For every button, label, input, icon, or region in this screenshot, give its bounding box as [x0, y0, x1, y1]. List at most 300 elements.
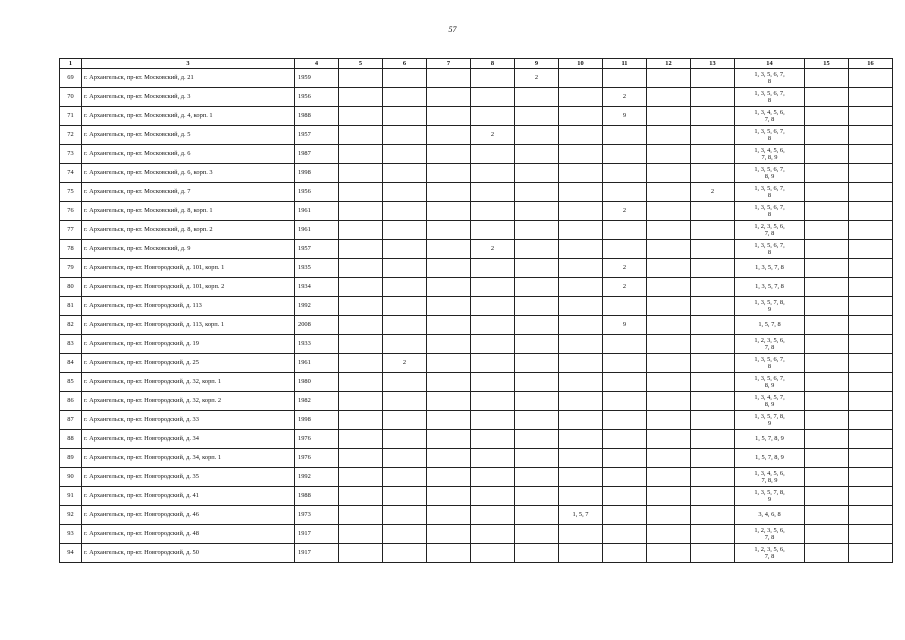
cell-c16	[849, 487, 893, 506]
cell-addr: г. Архангельск, пр-кт. Новгородский, д. 34, корп. 1	[82, 449, 295, 468]
table-row	[60, 126, 893, 145]
cell-c15	[805, 525, 849, 544]
cell-c14: 1, 2, 3, 5, 6, 7, 8	[735, 221, 805, 240]
cell-c14: 1, 3, 5, 7, 8, 9	[735, 487, 805, 506]
table-row	[60, 506, 893, 525]
cell-c5	[339, 449, 383, 468]
table-row	[60, 373, 893, 392]
cell-c6	[383, 297, 427, 316]
cell-c11	[603, 411, 647, 430]
cell-c11	[603, 126, 647, 145]
cell-c5	[339, 316, 383, 335]
cell-c13	[691, 107, 735, 126]
cell-c8	[471, 183, 515, 202]
cell-c8	[471, 506, 515, 525]
cell-c8	[471, 221, 515, 240]
table-header	[60, 59, 893, 69]
cell-year: 1956	[295, 183, 339, 202]
cell-year: 1917	[295, 544, 339, 563]
cell-addr: г. Архангельск, пр-кт. Московский, д. 4, корп. 1	[82, 107, 295, 126]
cell-c10	[559, 221, 603, 240]
cell-addr: г. Архангельск, пр-кт. Новгородский, д. 113, корп. 1	[82, 316, 295, 335]
cell-num: 90	[60, 468, 82, 487]
cell-c15	[805, 164, 849, 183]
cell-c9: 2	[515, 69, 559, 88]
cell-addr: г. Архангельск, пр-кт. Новгородский, д. 113	[82, 297, 295, 316]
cell-c7	[427, 544, 471, 563]
cell-c5	[339, 69, 383, 88]
cell-c16	[849, 126, 893, 145]
cell-c10	[559, 88, 603, 107]
cell-c7	[427, 316, 471, 335]
cell-c6	[383, 259, 427, 278]
cell-year: 1956	[295, 88, 339, 107]
cell-c11	[603, 525, 647, 544]
cell-c13	[691, 69, 735, 88]
cell-year: 2008	[295, 316, 339, 335]
cell-c6	[383, 335, 427, 354]
column-header-3: 3	[82, 59, 295, 69]
cell-c16	[849, 525, 893, 544]
cell-c12	[647, 297, 691, 316]
cell-c14: 1, 3, 5, 6, 7, 8	[735, 88, 805, 107]
cell-c10	[559, 411, 603, 430]
cell-c15	[805, 487, 849, 506]
cell-c16	[849, 202, 893, 221]
cell-addr: г. Архангельск, пр-кт. Московский, д. 9	[82, 240, 295, 259]
cell-c12	[647, 145, 691, 164]
cell-c5	[339, 525, 383, 544]
cell-c7	[427, 164, 471, 183]
cell-c15	[805, 411, 849, 430]
cell-c11	[603, 392, 647, 411]
cell-year: 1976	[295, 449, 339, 468]
cell-c11	[603, 221, 647, 240]
cell-addr: г. Архангельск, пр-кт. Московский, д. 8, корп. 2	[82, 221, 295, 240]
cell-c9	[515, 88, 559, 107]
cell-c9	[515, 354, 559, 373]
cell-c12	[647, 373, 691, 392]
table-row	[60, 107, 893, 126]
cell-c13	[691, 240, 735, 259]
cell-c14: 1, 3, 5, 7, 8, 9	[735, 297, 805, 316]
cell-c14: 1, 3, 5, 7, 8	[735, 259, 805, 278]
cell-addr: г. Архангельск, пр-кт. Московский, д. 7	[82, 183, 295, 202]
cell-c5	[339, 145, 383, 164]
cell-c16	[849, 88, 893, 107]
cell-c12	[647, 240, 691, 259]
cell-c9	[515, 240, 559, 259]
cell-year: 1988	[295, 487, 339, 506]
cell-c7	[427, 525, 471, 544]
cell-c6	[383, 487, 427, 506]
cell-c15	[805, 316, 849, 335]
cell-c14: 1, 3, 5, 6, 7, 8	[735, 202, 805, 221]
cell-c13	[691, 297, 735, 316]
cell-c11: 2	[603, 88, 647, 107]
cell-c6	[383, 430, 427, 449]
cell-year: 1976	[295, 430, 339, 449]
cell-c9	[515, 525, 559, 544]
cell-c10	[559, 373, 603, 392]
cell-c10	[559, 430, 603, 449]
cell-c5	[339, 506, 383, 525]
cell-c11	[603, 354, 647, 373]
cell-c9	[515, 392, 559, 411]
cell-c16	[849, 354, 893, 373]
cell-c9	[515, 316, 559, 335]
cell-c13	[691, 487, 735, 506]
cell-c16	[849, 164, 893, 183]
cell-c5	[339, 373, 383, 392]
cell-num: 85	[60, 373, 82, 392]
table-row	[60, 278, 893, 297]
cell-c12	[647, 316, 691, 335]
cell-c15	[805, 506, 849, 525]
cell-c12	[647, 430, 691, 449]
cell-c5	[339, 221, 383, 240]
cell-c13	[691, 430, 735, 449]
cell-c10	[559, 297, 603, 316]
cell-c6	[383, 278, 427, 297]
column-header-1: 1	[60, 59, 82, 69]
cell-c5	[339, 278, 383, 297]
table-row	[60, 221, 893, 240]
cell-c13	[691, 126, 735, 145]
cell-c8	[471, 107, 515, 126]
table-row	[60, 335, 893, 354]
cell-addr: г. Архангельск, пр-кт. Новгородский, д. 101, корп. 2	[82, 278, 295, 297]
cell-c16	[849, 544, 893, 563]
cell-addr: г. Архангельск, пр-кт. Московский, д. 8, корп. 1	[82, 202, 295, 221]
data-table	[59, 58, 893, 563]
cell-c12	[647, 449, 691, 468]
cell-c11	[603, 69, 647, 88]
cell-addr: г. Архангельск, пр-кт. Новгородский, д. 46	[82, 506, 295, 525]
column-header-4: 4	[295, 59, 339, 69]
cell-c12	[647, 164, 691, 183]
cell-c6	[383, 449, 427, 468]
cell-c13	[691, 278, 735, 297]
cell-c13	[691, 449, 735, 468]
column-header-12: 12	[647, 59, 691, 69]
cell-c6	[383, 240, 427, 259]
cell-c12	[647, 126, 691, 145]
cell-c15	[805, 449, 849, 468]
cell-year: 1933	[295, 335, 339, 354]
table-row	[60, 202, 893, 221]
cell-c10	[559, 449, 603, 468]
cell-c7	[427, 335, 471, 354]
cell-c15	[805, 373, 849, 392]
cell-c15	[805, 240, 849, 259]
cell-c7	[427, 411, 471, 430]
cell-year: 1982	[295, 392, 339, 411]
table-row	[60, 145, 893, 164]
cell-c15	[805, 107, 849, 126]
cell-num: 87	[60, 411, 82, 430]
cell-c8	[471, 373, 515, 392]
cell-c5	[339, 297, 383, 316]
cell-c12	[647, 107, 691, 126]
table-row	[60, 259, 893, 278]
cell-num: 79	[60, 259, 82, 278]
cell-addr: г. Архангельск, пр-кт. Московский, д. 21	[82, 69, 295, 88]
cell-c10	[559, 316, 603, 335]
cell-c7	[427, 107, 471, 126]
cell-c7	[427, 202, 471, 221]
cell-c14: 1, 5, 7, 8, 9	[735, 449, 805, 468]
cell-addr: г. Архангельск, пр-кт. Московский, д. 6, корп. 3	[82, 164, 295, 183]
cell-c9	[515, 297, 559, 316]
cell-year: 1961	[295, 354, 339, 373]
cell-c10	[559, 278, 603, 297]
cell-c14: 1, 3, 5, 6, 7, 8	[735, 354, 805, 373]
cell-c11	[603, 297, 647, 316]
cell-c8	[471, 88, 515, 107]
cell-c5	[339, 430, 383, 449]
cell-c16	[849, 335, 893, 354]
cell-c13	[691, 373, 735, 392]
cell-c15	[805, 126, 849, 145]
cell-addr: г. Архангельск, пр-кт. Новгородский, д. 32, корп. 2	[82, 392, 295, 411]
cell-c14: 1, 3, 5, 6, 7, 8	[735, 126, 805, 145]
cell-c11: 2	[603, 202, 647, 221]
cell-num: 92	[60, 506, 82, 525]
cell-c11: 9	[603, 316, 647, 335]
cell-c9	[515, 430, 559, 449]
cell-addr: г. Архангельск, пр-кт. Новгородский, д. 50	[82, 544, 295, 563]
table-body	[60, 69, 893, 563]
cell-c16	[849, 107, 893, 126]
cell-c7	[427, 259, 471, 278]
cell-addr: г. Архангельск, пр-кт. Новгородский, д. 34	[82, 430, 295, 449]
cell-c8	[471, 525, 515, 544]
cell-c9	[515, 107, 559, 126]
cell-c7	[427, 468, 471, 487]
cell-c9	[515, 164, 559, 183]
cell-c6	[383, 126, 427, 145]
cell-c14: 1, 5, 7, 8, 9	[735, 430, 805, 449]
cell-c10	[559, 354, 603, 373]
cell-c15	[805, 430, 849, 449]
cell-c16	[849, 392, 893, 411]
cell-c10	[559, 525, 603, 544]
cell-c7	[427, 88, 471, 107]
cell-c7	[427, 354, 471, 373]
cell-c5	[339, 335, 383, 354]
column-header-11: 11	[603, 59, 647, 69]
cell-c5	[339, 107, 383, 126]
cell-c9	[515, 506, 559, 525]
cell-c15	[805, 221, 849, 240]
cell-c15	[805, 259, 849, 278]
cell-c5	[339, 544, 383, 563]
cell-c12	[647, 335, 691, 354]
column-header-5: 5	[339, 59, 383, 69]
cell-c9	[515, 487, 559, 506]
table-row	[60, 392, 893, 411]
cell-c13	[691, 392, 735, 411]
cell-c7	[427, 126, 471, 145]
cell-addr: г. Архангельск, пр-кт. Новгородский, д. 35	[82, 468, 295, 487]
cell-c14: 1, 3, 5, 7, 8	[735, 278, 805, 297]
cell-c16	[849, 430, 893, 449]
cell-addr: г. Архангельск, пр-кт. Московский, д. 3	[82, 88, 295, 107]
cell-c16	[849, 373, 893, 392]
cell-c6	[383, 373, 427, 392]
cell-c13	[691, 525, 735, 544]
cell-addr: г. Архангельск, пр-кт. Новгородский, д. 41	[82, 487, 295, 506]
cell-c14: 1, 3, 5, 6, 7, 8, 9	[735, 373, 805, 392]
cell-num: 84	[60, 354, 82, 373]
cell-addr: г. Архангельск, пр-кт. Новгородский, д. 32, корп. 1	[82, 373, 295, 392]
cell-c11: 2	[603, 278, 647, 297]
cell-c7	[427, 449, 471, 468]
cell-c11	[603, 335, 647, 354]
cell-c13	[691, 88, 735, 107]
cell-c14: 1, 2, 3, 5, 6, 7, 8	[735, 335, 805, 354]
cell-addr: г. Архангельск, пр-кт. Московский, д. 6	[82, 145, 295, 164]
cell-c6	[383, 183, 427, 202]
cell-c10: 1, 5, 7	[559, 506, 603, 525]
cell-c11	[603, 430, 647, 449]
cell-c16	[849, 411, 893, 430]
cell-c12	[647, 259, 691, 278]
cell-c10	[559, 468, 603, 487]
cell-c16	[849, 240, 893, 259]
cell-c13: 2	[691, 183, 735, 202]
cell-c6	[383, 525, 427, 544]
column-header-9: 9	[515, 59, 559, 69]
cell-c10	[559, 259, 603, 278]
cell-c10	[559, 335, 603, 354]
cell-c8	[471, 335, 515, 354]
cell-c9	[515, 221, 559, 240]
cell-c9	[515, 544, 559, 563]
cell-addr: г. Архангельск, пр-кт. Новгородский, д. 101, корп. 1	[82, 259, 295, 278]
cell-num: 77	[60, 221, 82, 240]
cell-c13	[691, 468, 735, 487]
cell-c10	[559, 183, 603, 202]
cell-c15	[805, 468, 849, 487]
column-header-16: 16	[849, 59, 893, 69]
cell-year: 1988	[295, 107, 339, 126]
cell-c14: 1, 5, 7, 8	[735, 316, 805, 335]
cell-c15	[805, 88, 849, 107]
table-row	[60, 240, 893, 259]
cell-year: 1998	[295, 411, 339, 430]
cell-c11: 9	[603, 107, 647, 126]
cell-num: 76	[60, 202, 82, 221]
table-row	[60, 164, 893, 183]
cell-num: 74	[60, 164, 82, 183]
cell-addr: г. Архангельск, пр-кт. Московский, д. 5	[82, 126, 295, 145]
cell-c6	[383, 69, 427, 88]
cell-c11	[603, 487, 647, 506]
cell-c14: 1, 3, 4, 5, 6, 7, 8	[735, 107, 805, 126]
table-row	[60, 430, 893, 449]
column-header-7: 7	[427, 59, 471, 69]
cell-c7	[427, 392, 471, 411]
cell-c15	[805, 183, 849, 202]
cell-c9	[515, 373, 559, 392]
cell-c8	[471, 259, 515, 278]
cell-num: 83	[60, 335, 82, 354]
cell-c9	[515, 259, 559, 278]
cell-c12	[647, 278, 691, 297]
cell-c11: 2	[603, 259, 647, 278]
cell-c7	[427, 487, 471, 506]
cell-c12	[647, 202, 691, 221]
cell-c12	[647, 392, 691, 411]
cell-year: 1992	[295, 297, 339, 316]
cell-c9	[515, 145, 559, 164]
cell-num: 73	[60, 145, 82, 164]
cell-c8	[471, 392, 515, 411]
cell-c10	[559, 69, 603, 88]
cell-c13	[691, 259, 735, 278]
cell-c13	[691, 335, 735, 354]
cell-c14: 1, 3, 4, 5, 7, 8, 9	[735, 392, 805, 411]
cell-c15	[805, 392, 849, 411]
cell-c13	[691, 506, 735, 525]
cell-c16	[849, 468, 893, 487]
cell-addr: г. Архангельск, пр-кт. Новгородский, д. 19	[82, 335, 295, 354]
cell-c6	[383, 506, 427, 525]
column-header-15: 15	[805, 59, 849, 69]
cell-c11	[603, 544, 647, 563]
cell-c14: 1, 3, 5, 6, 7, 8	[735, 69, 805, 88]
cell-c5	[339, 487, 383, 506]
cell-year: 1957	[295, 240, 339, 259]
cell-year: 1980	[295, 373, 339, 392]
cell-c13	[691, 202, 735, 221]
cell-c6	[383, 107, 427, 126]
cell-c6	[383, 202, 427, 221]
table-row	[60, 487, 893, 506]
cell-c10	[559, 544, 603, 563]
cell-c15	[805, 544, 849, 563]
cell-c9	[515, 183, 559, 202]
table-row	[60, 183, 893, 202]
cell-c8	[471, 411, 515, 430]
cell-c5	[339, 202, 383, 221]
table-row	[60, 297, 893, 316]
cell-c9	[515, 411, 559, 430]
cell-c12	[647, 183, 691, 202]
cell-c7	[427, 145, 471, 164]
cell-c10	[559, 164, 603, 183]
cell-num: 78	[60, 240, 82, 259]
cell-c12	[647, 221, 691, 240]
cell-c6: 2	[383, 354, 427, 373]
table-row	[60, 88, 893, 107]
cell-c5	[339, 354, 383, 373]
cell-c10	[559, 202, 603, 221]
cell-c11	[603, 506, 647, 525]
cell-num: 81	[60, 297, 82, 316]
cell-year: 1934	[295, 278, 339, 297]
cell-c15	[805, 69, 849, 88]
cell-c7	[427, 278, 471, 297]
cell-c6	[383, 392, 427, 411]
cell-c5	[339, 240, 383, 259]
cell-num: 82	[60, 316, 82, 335]
cell-c8	[471, 544, 515, 563]
cell-c9	[515, 335, 559, 354]
cell-c14: 1, 3, 4, 5, 6, 7, 8, 9	[735, 468, 805, 487]
